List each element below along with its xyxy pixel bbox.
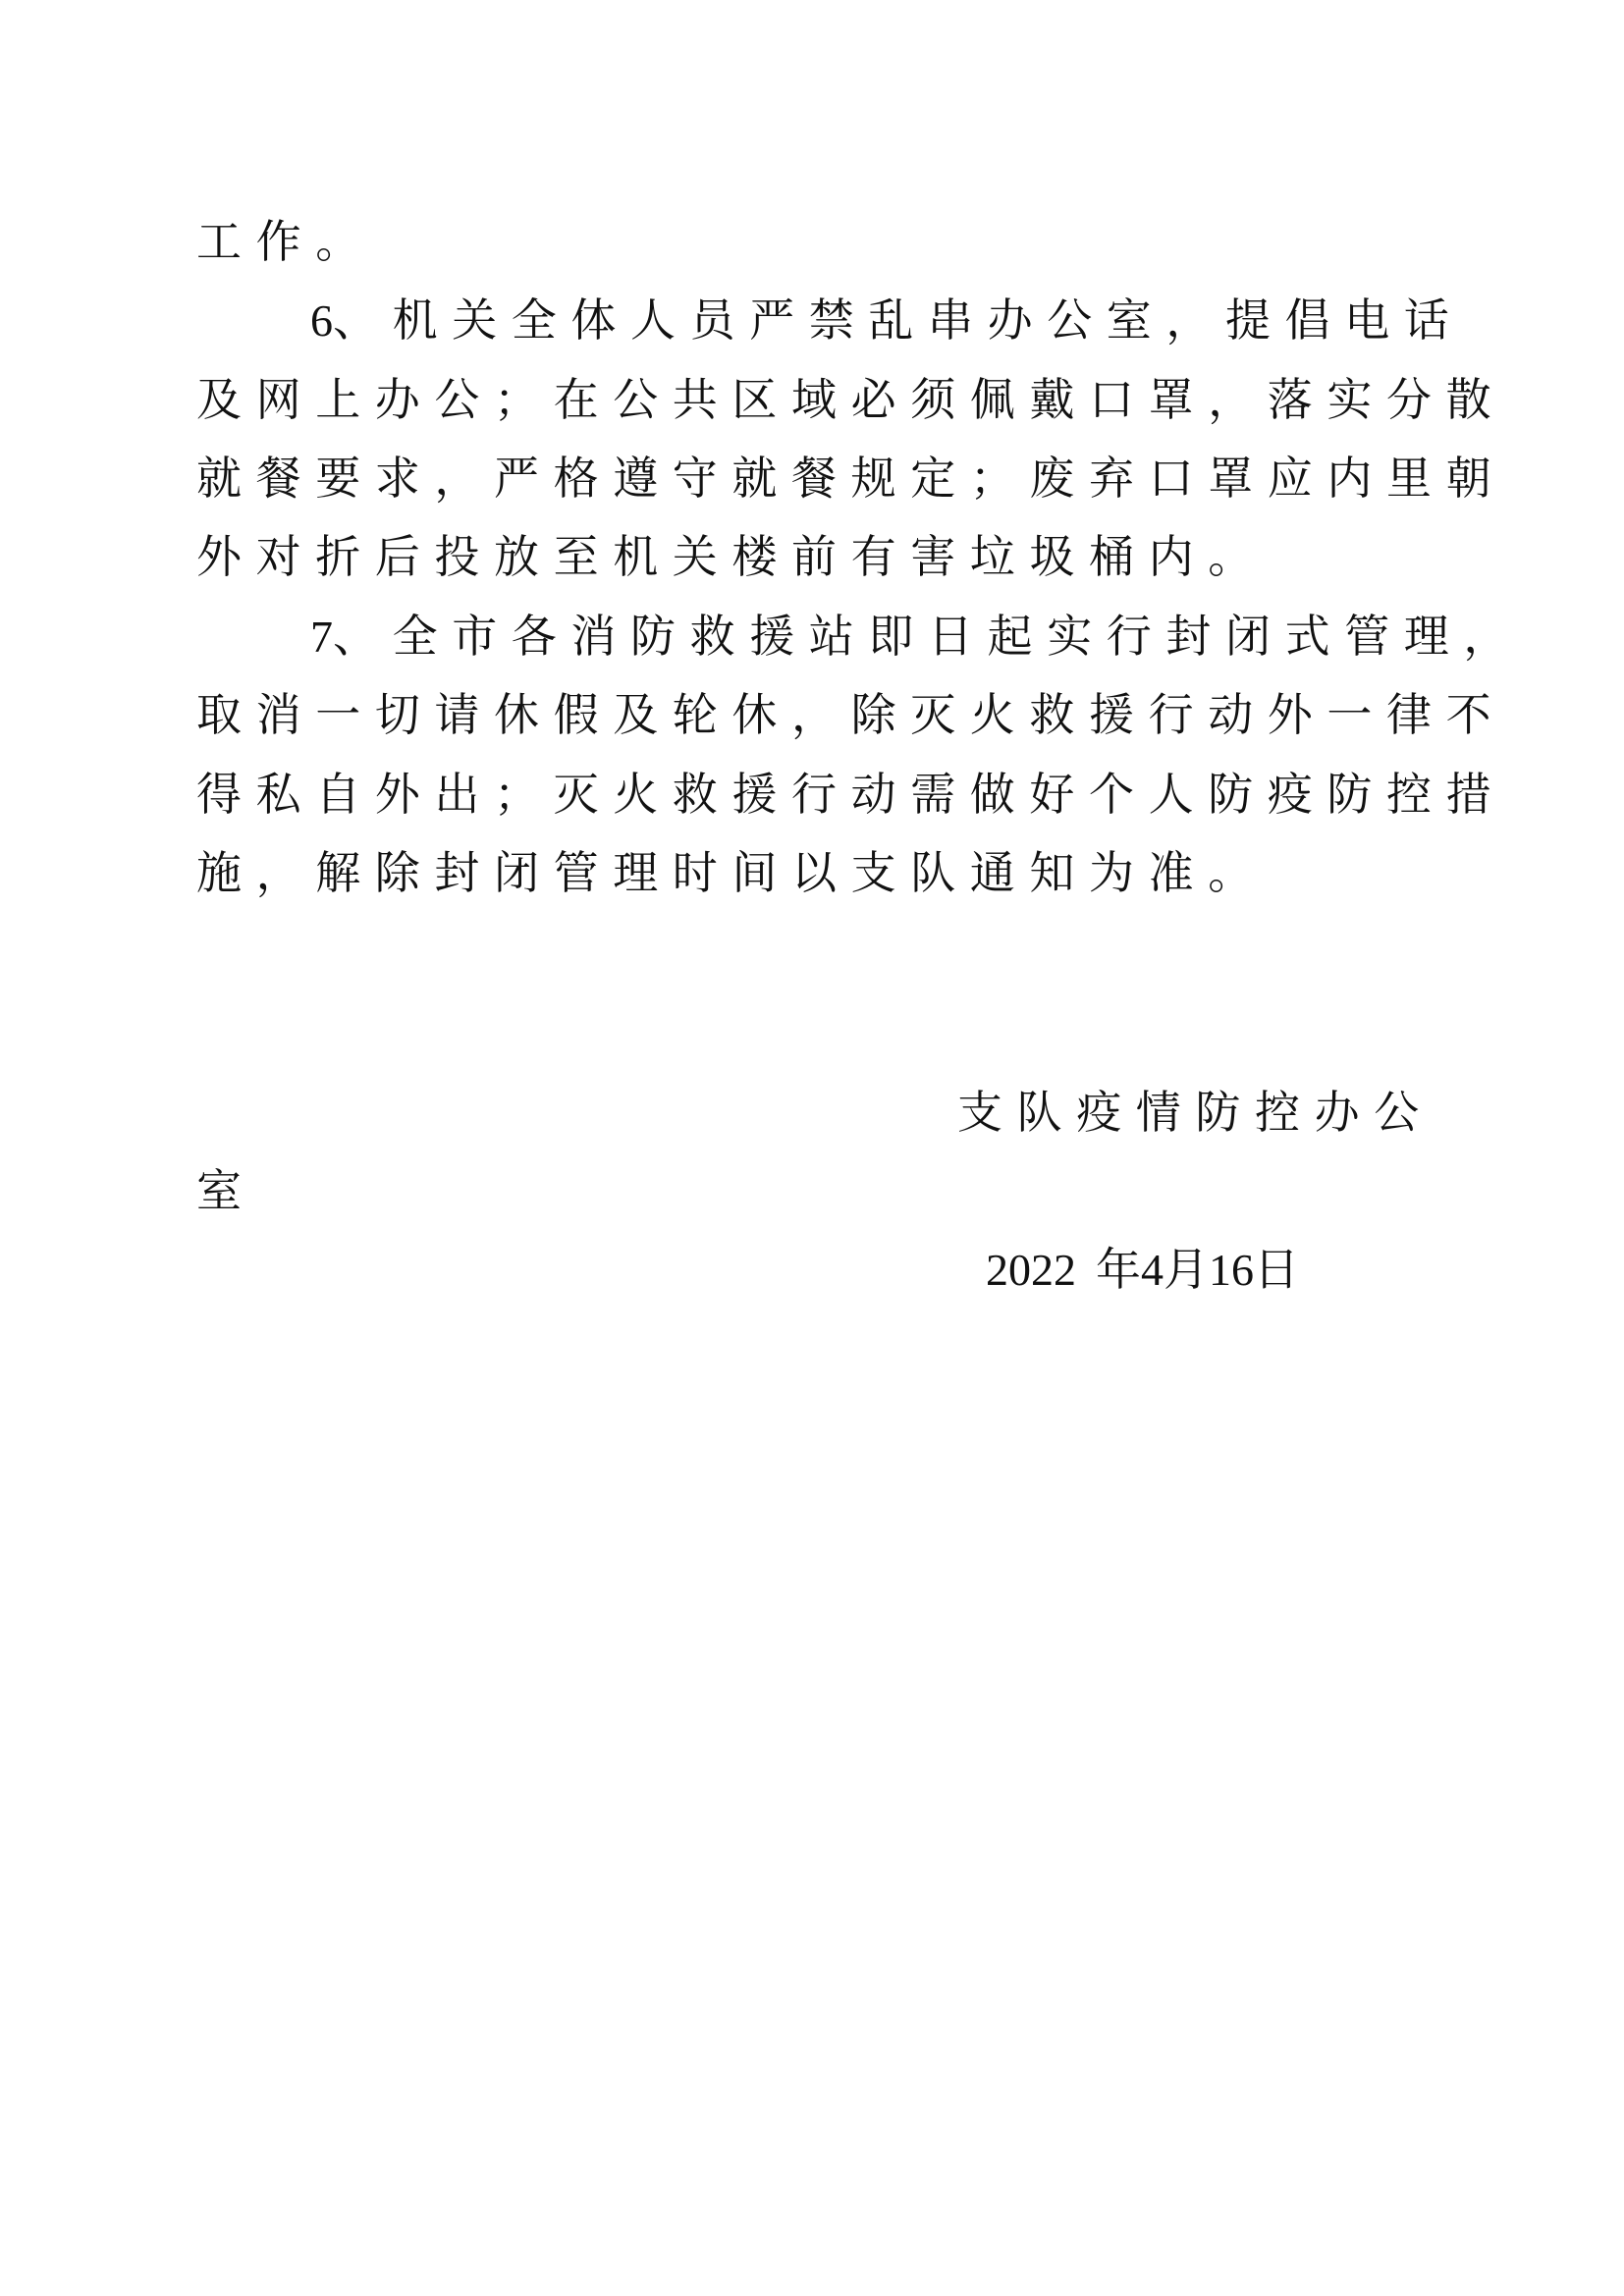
date-day: 16	[1209, 1245, 1254, 1295]
paragraph-7-line-1: 7、全市各消防救援站即日起实行封闭式管理，	[310, 610, 1523, 663]
signature-line-2: 室	[196, 1164, 256, 1217]
paragraph-6-line-2: 及网上办公；在公共区域必须佩戴口罩，落实分散	[196, 373, 1506, 426]
date-month-suffix: 月	[1164, 1243, 1209, 1296]
item-number: 6	[310, 295, 333, 346]
date-day-suffix: 日	[1254, 1243, 1299, 1296]
paragraph-5-tail: 工作。	[196, 215, 375, 268]
date-month: 4	[1141, 1245, 1164, 1295]
paragraph-7-line-4: 施，解除封闭管理时间以支队通知为准。	[196, 846, 1268, 899]
date-year: 2022	[986, 1245, 1076, 1295]
paragraph-6-line-1: 6、机关全体人员严禁乱串办公室，提倡电话	[310, 294, 1464, 347]
paragraph-7-line-3: 得私自外出；灭火救援行动需做好个人防疫防控措	[196, 768, 1506, 821]
item-number: 7	[310, 612, 333, 662]
paragraph-7-line-2: 取消一切请休假及轮休，除灭火救援行动外一律不	[196, 688, 1506, 741]
signature-line-1: 支队疫情防控办公	[957, 1086, 1434, 1139]
paragraph-6-line-4: 外对折后投放至机关楼前有害垃圾桶内。	[196, 530, 1268, 583]
paragraph-6-line-3: 就餐要求，严格遵守就餐规定；废弃口罩应内里朝	[196, 452, 1506, 505]
date-year-suffix: 年	[1096, 1243, 1141, 1296]
document-date	[986, 1240, 1299, 1299]
